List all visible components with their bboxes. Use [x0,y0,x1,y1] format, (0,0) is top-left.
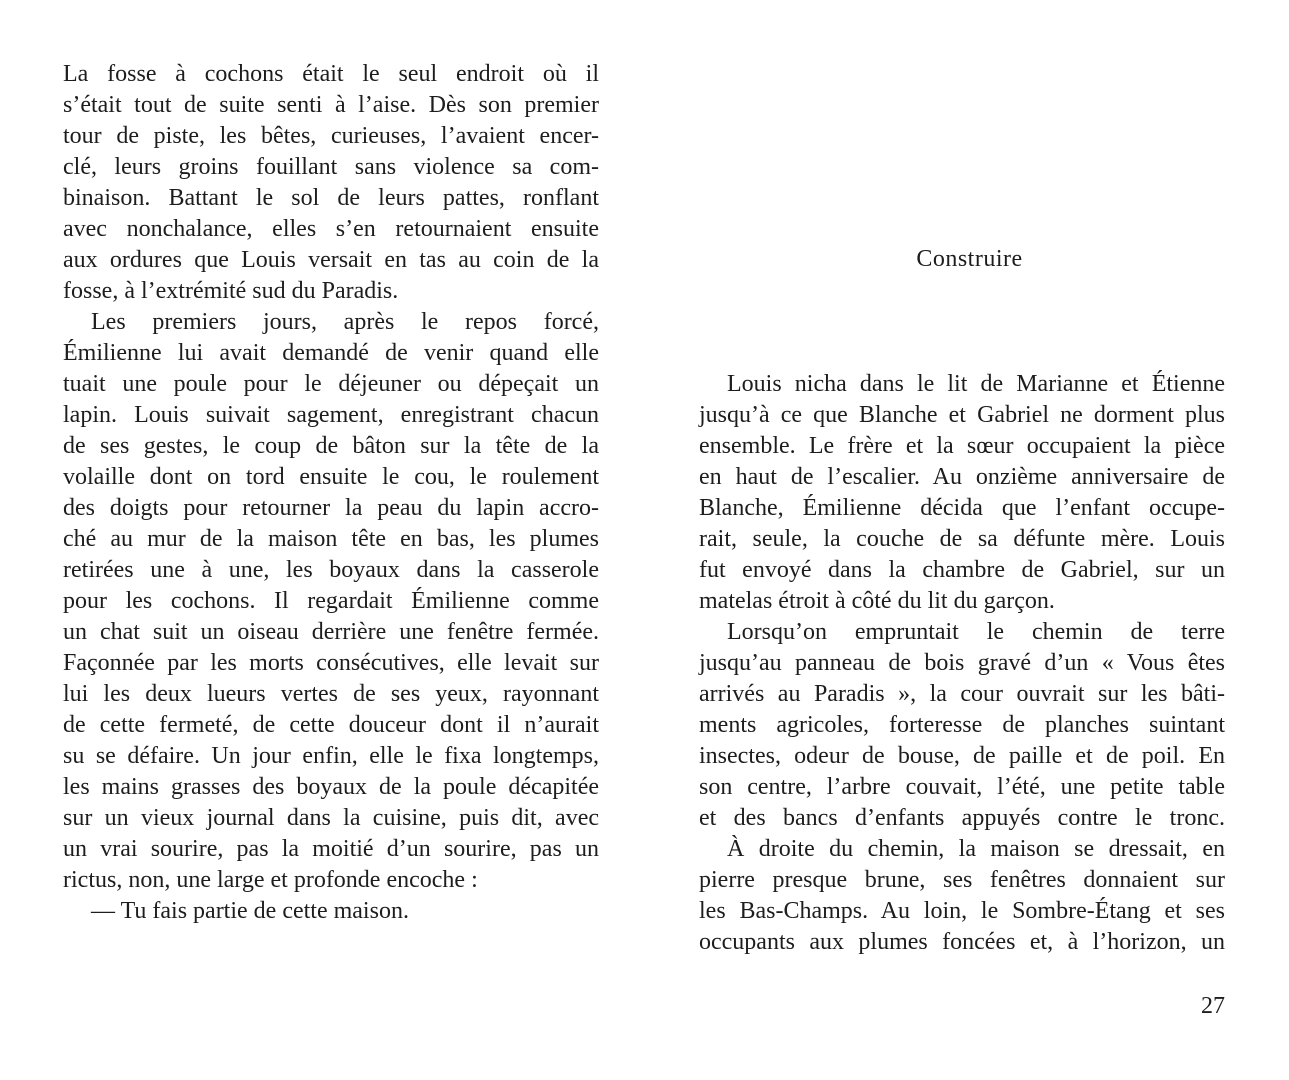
text-line: les mains grasses des boyaux de la poule décapitée [63,774,599,800]
text-line: un chat suit un oiseau derrière une fenêtre fermée. [63,619,599,645]
text-line: et des bancs d’enfants appuyés contre le tronc. [699,805,1225,831]
left-page-text [63,59,599,927]
text-line: rait, seule, la couche de sa défunte mère. Louis [699,526,1225,552]
text-line: Les premiers jours, après le repos forcé, [91,309,599,335]
text-line: en haut de l’escalier. Au onzième anniversaire de [699,464,1225,490]
text-line: ments agricoles, forteresse de planches suintant [699,712,1225,738]
text-line: avec nonchalance, elles s’en retournaient ensuite [63,216,599,242]
text-line: pierre presque brune, ses fenêtres donnaient sur [699,867,1225,893]
text-line: s’était tout de suite senti à l’aise. Dès son premier [63,92,599,118]
text-line: insectes, odeur de bouse, de paille et de poil. En [699,743,1225,769]
text-line: fut envoyé dans la chambre de Gabriel, sur un [699,557,1225,583]
text-line: de cette fermeté, de cette douceur dont il n’aurait [63,712,599,738]
text-line: les Bas-Champs. Au loin, le Sombre-Étang et ses [699,898,1225,924]
page-number: 27 [1201,993,1225,1019]
dialogue-line: — Tu fais partie de cette maison. [91,898,409,924]
text-line: son centre, l’arbre couvait, l’été, une petite table [699,774,1225,800]
text-line: rictus, non, une large et profonde encoche : [63,867,478,893]
text-line: Lorsqu’on empruntait le chemin de terre [727,619,1225,645]
text-line: ché au mur de la maison tête en bas, les plumes [63,526,599,552]
text-line: ensemble. Le frère et la sœur occupaient la pièce [699,433,1225,459]
text-line: de ses gestes, le coup de bâton sur la tête de la [63,433,599,459]
text-line: clé, leurs groins fouillant sans violence sa com- [63,154,599,180]
text-line: Louis nicha dans le lit de Marianne et Étienne [727,371,1225,397]
text-line: pour les cochons. Il regardait Émilienne comme [63,588,599,614]
text-line: lui les deux lueurs vertes de ses yeux, rayonnant [63,681,599,707]
text-line: occupants aux plumes foncées et, à l’horizon, un [699,929,1225,955]
text-line: Émilienne lui avait demandé de venir quand elle [63,340,599,366]
left-page [0,0,644,1080]
chapter-title: Construire [916,246,1023,272]
text-line: volaille dont on tord ensuite le cou, le roulement [63,464,599,490]
text-line: jusqu’à ce que Blanche et Gabriel ne dorment plus [699,402,1225,428]
text-line: su se défaire. Un jour enfin, elle le fixa longtemps, [63,743,599,769]
text-line: lapin. Louis suivait sagement, enregistrant chacun [63,402,599,428]
text-line: À droite du chemin, la maison se dressait, en [727,836,1225,862]
text-line: aux ordures que Louis versait en tas au coin de la [63,247,599,273]
text-line: retirées une à une, les boyaux dans la casserole [63,557,599,583]
text-line: des doigts pour retourner la peau du lapin accro- [63,495,599,521]
text-line: La fosse à cochons était le seul endroit où il [63,61,599,87]
text-line: tour de piste, les bêtes, curieuses, l’avaient encer- [63,123,599,149]
text-line: matelas étroit à côté du lit du garçon. [699,588,1055,614]
text-line: arrivés au Paradis », la cour ouvrait sur les bâti- [699,681,1225,707]
text-line: Blanche, Émilienne décida que l’enfant occupe- [699,495,1225,521]
text-line: un vrai sourire, pas la moitié d’un sourire, pas un [63,836,599,862]
text-line: fosse, à l’extrémité sud du Paradis. [63,278,399,304]
right-page-text [699,369,1225,958]
text-line: tuait une poule pour le déjeuner ou dépeçait un [63,371,599,397]
text-line: sur un vieux journal dans la cuisine, puis dit, avec [63,805,599,831]
right-page [644,0,1289,1080]
text-line: binaison. Battant le sol de leurs pattes, ronflant [63,185,599,211]
text-line: Façonnée par les morts consécutives, elle levait sur [63,650,599,676]
text-line: jusqu’au panneau de bois gravé d’un « Vous êtes [699,650,1225,676]
